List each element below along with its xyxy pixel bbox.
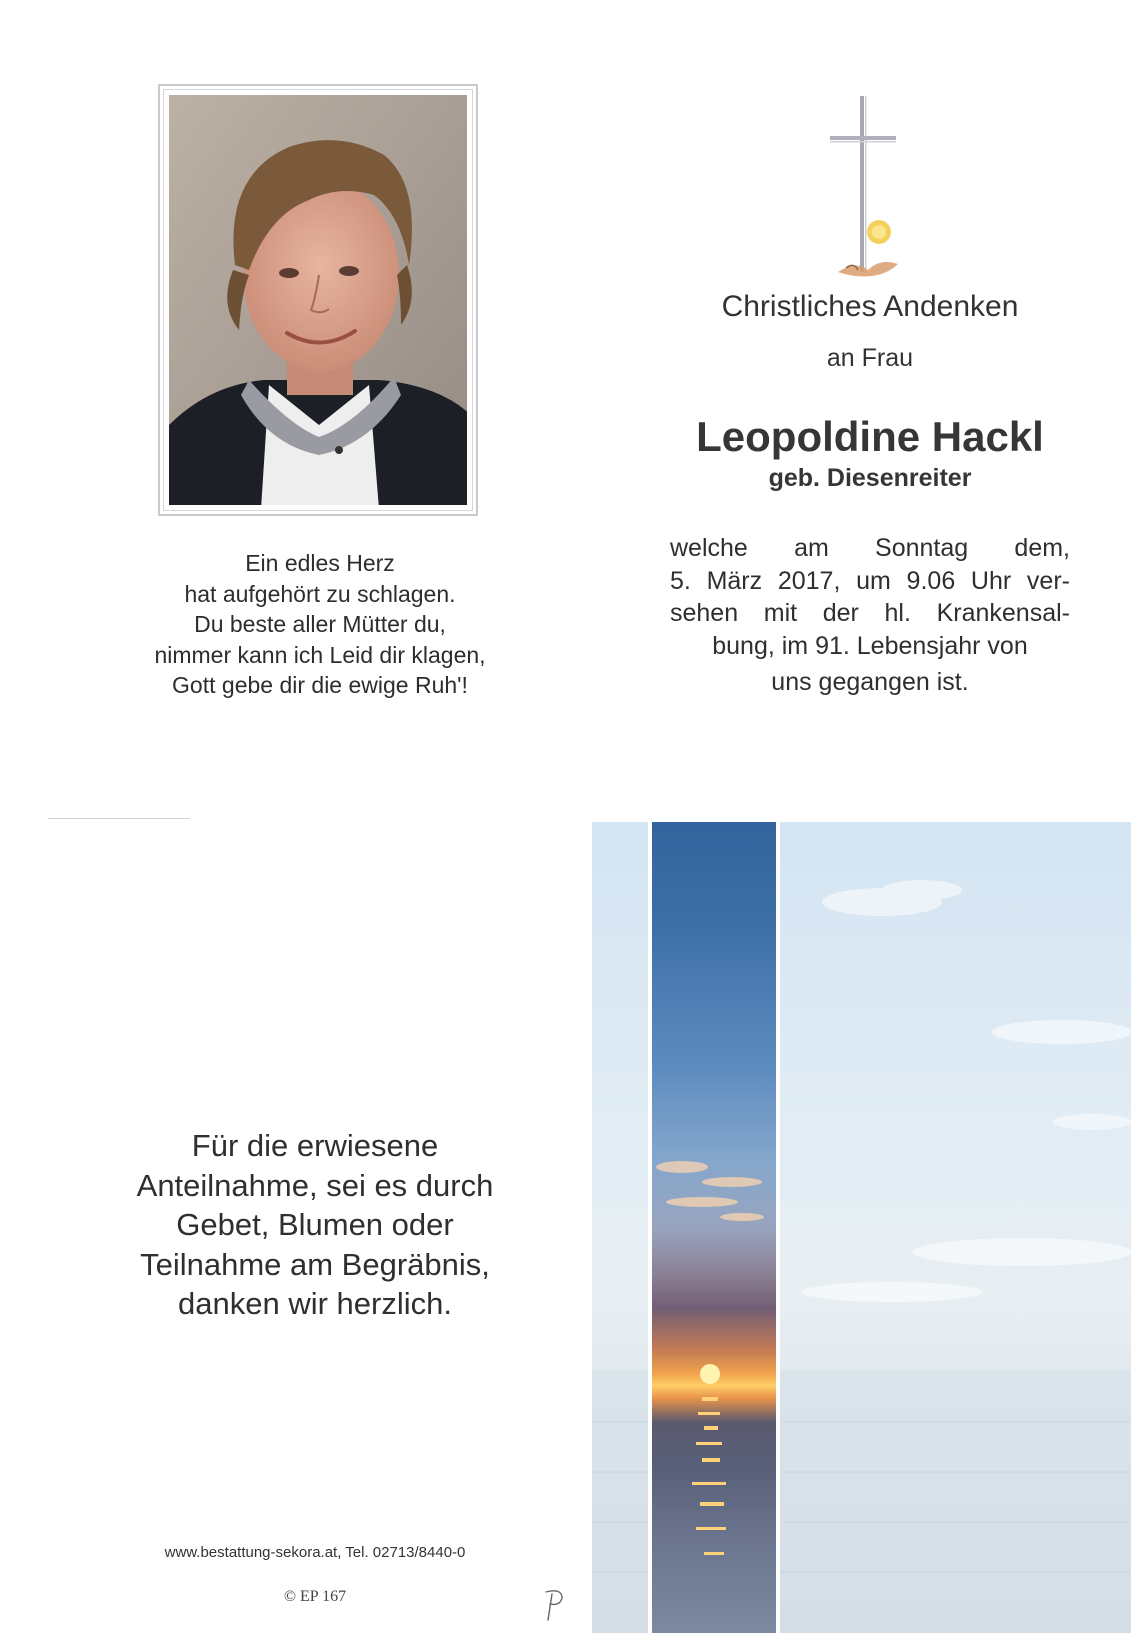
poem-line: Gott gebe dir die ewige Ruh'! [172,672,468,698]
cross-icon [828,92,918,292]
announcement-line: bung, im 91. Lebensjahr von [712,631,1028,660]
birth-name: geb. Diesenreiter [768,464,972,492]
poem-line: nimmer kann ich Leid dir klagen, [154,641,486,668]
poem [110,548,530,701]
sunset-strip-image [648,822,780,1633]
portrait-illustration [169,95,467,505]
copyright-code: © EP 167 [283,1588,347,1605]
thanks-line: Für die erwiesene [191,1128,439,1163]
thanks-line: danken wir herzlich. [178,1286,452,1321]
salutation: an Frau [826,344,914,372]
memorial-heading: Christliches Andenken [721,290,1019,323]
thanks-line: Gebet, Blumen oder [176,1207,454,1242]
death-announcement [670,532,1070,699]
poem-line: Ein edles Herz [245,550,395,576]
thanks-message [80,1126,550,1324]
signature-mark-icon [540,1586,570,1622]
poem-line: Du beste aller Mütter du, [194,611,446,637]
announcement-line: welche am Sonntag dem, [670,534,1070,562]
thanks-line: Anteilnahme, sei es durch [136,1167,494,1203]
announcement-line: sehen mit der hl. Krankensal- [670,599,1070,627]
funeral-home-contact: www.bestattung-sekora.at, Tel. 02713/8440-0 [164,1544,466,1561]
poem-line: hat aufgehört zu schlagen. [184,580,456,607]
thanks-line: Teilnahme am Begräbnis, [140,1246,490,1282]
portrait-photo [169,95,467,505]
portrait-frame [158,84,478,516]
deceased-name: Leopoldine Hackl [696,413,1044,460]
announcement-line: uns gegangen ist. [771,668,969,696]
announcement-line: 5. März 2017, um 9.06 Uhr ver- [670,566,1070,595]
fold-divider [48,818,190,819]
